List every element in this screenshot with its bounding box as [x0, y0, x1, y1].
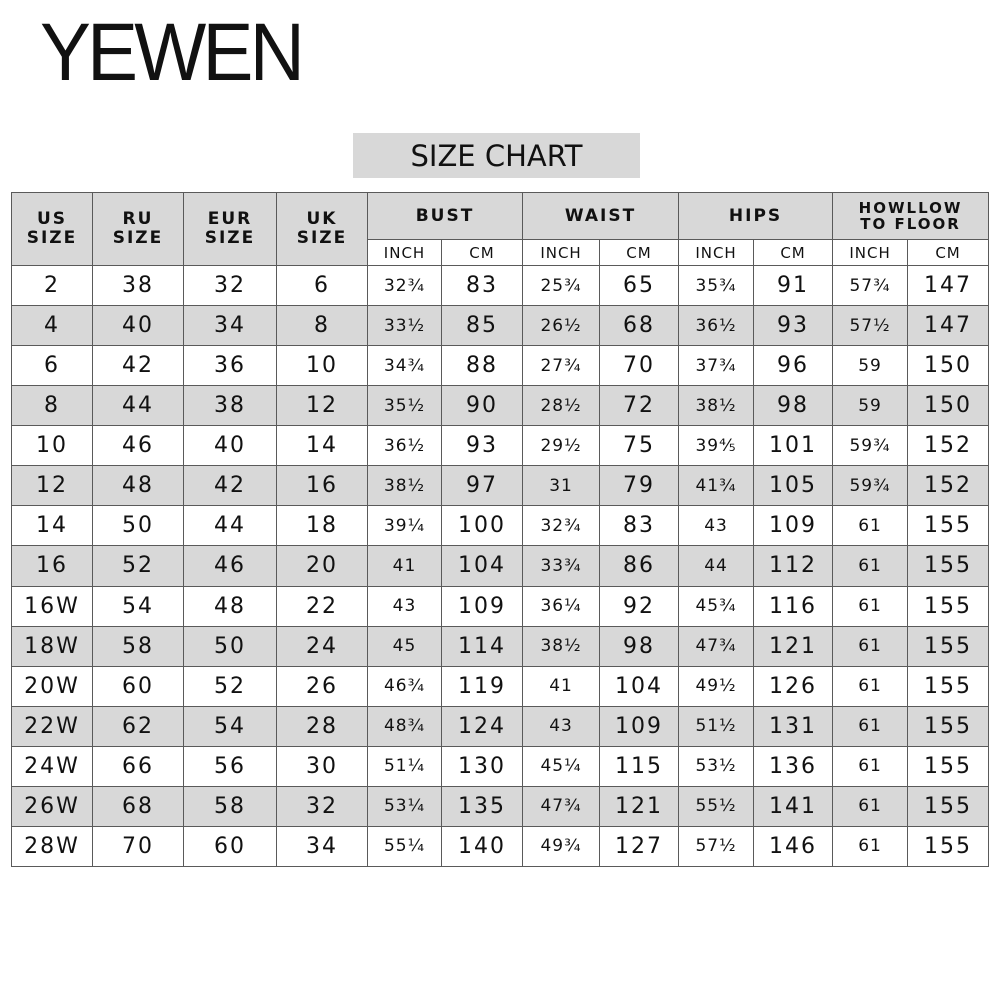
- waist-cm-cell: 70: [600, 346, 679, 386]
- hollow-cm-cell: 147: [908, 266, 989, 306]
- waist-cm-cell: 72: [600, 386, 679, 426]
- header-waist-cm: CM: [600, 240, 679, 266]
- bust-inch-cell: 35½: [368, 386, 442, 426]
- waist-cm-cell: 104: [600, 666, 679, 706]
- waist-inch-cell: 28½: [523, 386, 600, 426]
- hollow-cm-cell: 150: [908, 386, 989, 426]
- waist-cm-cell: 65: [600, 266, 679, 306]
- hollow-cm-cell: 155: [908, 786, 989, 826]
- chart-title: [353, 133, 640, 178]
- hollow-inch-cell: 59: [833, 346, 908, 386]
- hollow-inch-cell: 57¾: [833, 266, 908, 306]
- hips-cm-cell: 112: [754, 546, 833, 586]
- hollow-cm-cell: 147: [908, 306, 989, 346]
- ru-size-cell: 44: [93, 386, 184, 426]
- eur-size-cell: 50: [184, 626, 277, 666]
- uk-size-cell: 26: [277, 666, 368, 706]
- us-size-cell: 28W: [12, 826, 93, 866]
- uk-size-cell: 10: [277, 346, 368, 386]
- hollow-cm-cell: 155: [908, 746, 989, 786]
- hips-inch-cell: 39⅘: [679, 426, 754, 466]
- hollow-inch-cell: 61: [833, 746, 908, 786]
- ru-size-cell: 46: [93, 426, 184, 466]
- bust-inch-cell: 46¾: [368, 666, 442, 706]
- bust-cm-cell: 109: [442, 586, 523, 626]
- bust-inch-cell: 43: [368, 586, 442, 626]
- table-row: [12, 826, 989, 866]
- header-hips-cm: CM: [754, 240, 833, 266]
- us-size-cell: 14: [12, 506, 93, 546]
- header-uk-line1: UK: [306, 209, 338, 229]
- waist-cm-cell: 86: [600, 546, 679, 586]
- bust-inch-cell: 36½: [368, 426, 442, 466]
- bust-inch-cell: 53¼: [368, 786, 442, 826]
- header-eur-line1: EUR: [207, 209, 253, 229]
- waist-cm-cell: 109: [600, 706, 679, 746]
- bust-cm-cell: 135: [442, 786, 523, 826]
- hips-inch-cell: 51½: [679, 706, 754, 746]
- eur-size-cell: 58: [184, 786, 277, 826]
- ru-size-cell: 52: [93, 546, 184, 586]
- waist-cm-cell: 92: [600, 586, 679, 626]
- hips-cm-cell: 131: [754, 706, 833, 746]
- hips-cm-cell: 96: [754, 346, 833, 386]
- us-size-cell: 2: [12, 266, 93, 306]
- table-row: [12, 786, 989, 826]
- hollow-inch-cell: 61: [833, 626, 908, 666]
- bust-inch-cell: 38½: [368, 466, 442, 506]
- eur-size-cell: 32: [184, 266, 277, 306]
- waist-cm-cell: 83: [600, 506, 679, 546]
- table-row: [12, 626, 989, 666]
- table-row: [12, 706, 989, 746]
- bust-cm-cell: 97: [442, 466, 523, 506]
- waist-inch-cell: 32¾: [523, 506, 600, 546]
- hips-cm-cell: 105: [754, 466, 833, 506]
- uk-size-cell: 28: [277, 706, 368, 746]
- eur-size-cell: 42: [184, 466, 277, 506]
- table-row: [12, 306, 989, 346]
- header-bust: BUST: [368, 193, 523, 240]
- hollow-inch-cell: 61: [833, 666, 908, 706]
- waist-cm-cell: 75: [600, 426, 679, 466]
- waist-inch-cell: 27¾: [523, 346, 600, 386]
- uk-size-cell: 6: [277, 266, 368, 306]
- hips-cm-cell: 121: [754, 626, 833, 666]
- hollow-cm-cell: 152: [908, 426, 989, 466]
- bust-inch-cell: 45: [368, 626, 442, 666]
- us-size-cell: 16W: [12, 586, 93, 626]
- header-ru-line1: RU: [122, 209, 154, 229]
- us-size-cell: 26W: [12, 786, 93, 826]
- bust-cm-cell: 85: [442, 306, 523, 346]
- uk-size-cell: 12: [277, 386, 368, 426]
- hips-cm-cell: 126: [754, 666, 833, 706]
- bust-inch-cell: 41: [368, 546, 442, 586]
- hips-cm-cell: 93: [754, 306, 833, 346]
- ru-size-cell: 68: [93, 786, 184, 826]
- waist-cm-cell: 121: [600, 786, 679, 826]
- table-row: [12, 266, 989, 306]
- waist-inch-cell: 43: [523, 706, 600, 746]
- hips-inch-cell: 36½: [679, 306, 754, 346]
- eur-size-cell: 40: [184, 426, 277, 466]
- waist-cm-cell: 68: [600, 306, 679, 346]
- bust-cm-cell: 119: [442, 666, 523, 706]
- us-size-cell: 4: [12, 306, 93, 346]
- hollow-cm-cell: 150: [908, 346, 989, 386]
- bust-inch-cell: 55¼: [368, 826, 442, 866]
- uk-size-cell: 20: [277, 546, 368, 586]
- hollow-inch-cell: 61: [833, 586, 908, 626]
- bust-cm-cell: 130: [442, 746, 523, 786]
- table-row: [12, 546, 989, 586]
- us-size-cell: 6: [12, 346, 93, 386]
- waist-inch-cell: 26½: [523, 306, 600, 346]
- table-row: [12, 666, 989, 706]
- eur-size-cell: 56: [184, 746, 277, 786]
- hollow-cm-cell: 155: [908, 666, 989, 706]
- us-size-cell: 8: [12, 386, 93, 426]
- header-uk-line2: SIZE: [296, 228, 348, 248]
- hollow-cm-cell: 155: [908, 546, 989, 586]
- waist-inch-cell: 25¾: [523, 266, 600, 306]
- table-row: [12, 346, 989, 386]
- hips-inch-cell: 44: [679, 546, 754, 586]
- waist-cm-cell: 127: [600, 826, 679, 866]
- hips-inch-cell: 43: [679, 506, 754, 546]
- bust-cm-cell: 114: [442, 626, 523, 666]
- ru-size-cell: 66: [93, 746, 184, 786]
- bust-cm-cell: 100: [442, 506, 523, 546]
- waist-inch-cell: 29½: [523, 426, 600, 466]
- eur-size-cell: 44: [184, 506, 277, 546]
- table-row: [12, 746, 989, 786]
- bust-cm-cell: 124: [442, 706, 523, 746]
- size-table: [11, 192, 989, 867]
- hollow-cm-cell: 155: [908, 706, 989, 746]
- hollow-cm-cell: 155: [908, 826, 989, 866]
- header-hollow-inch: INCH: [833, 240, 908, 266]
- hollow-inch-cell: 61: [833, 826, 908, 866]
- hips-inch-cell: 47¾: [679, 626, 754, 666]
- waist-cm-cell: 115: [600, 746, 679, 786]
- hollow-cm-cell: 152: [908, 466, 989, 506]
- header-row-main: [12, 193, 989, 240]
- header-us-size: [12, 193, 93, 266]
- uk-size-cell: 24: [277, 626, 368, 666]
- hips-cm-cell: 98: [754, 386, 833, 426]
- hollow-inch-cell: 61: [833, 786, 908, 826]
- hollow-inch-cell: 61: [833, 706, 908, 746]
- ru-size-cell: 50: [93, 506, 184, 546]
- hollow-inch-cell: 59: [833, 386, 908, 426]
- ru-size-cell: 62: [93, 706, 184, 746]
- waist-inch-cell: 31: [523, 466, 600, 506]
- us-size-cell: 18W: [12, 626, 93, 666]
- hollow-cm-cell: 155: [908, 586, 989, 626]
- ru-size-cell: 40: [93, 306, 184, 346]
- bust-cm-cell: 104: [442, 546, 523, 586]
- hips-cm-cell: 116: [754, 586, 833, 626]
- eur-size-cell: 36: [184, 346, 277, 386]
- hips-inch-cell: 45¾: [679, 586, 754, 626]
- header-ru-line2: SIZE: [112, 228, 164, 248]
- waist-inch-cell: 38½: [523, 626, 600, 666]
- header-waist: WAIST: [523, 193, 679, 240]
- hips-inch-cell: 57½: [679, 826, 754, 866]
- us-size-cell: 24W: [12, 746, 93, 786]
- hips-cm-cell: 109: [754, 506, 833, 546]
- ru-size-cell: 70: [93, 826, 184, 866]
- uk-size-cell: 16: [277, 466, 368, 506]
- waist-inch-cell: 49¾: [523, 826, 600, 866]
- us-size-cell: 12: [12, 466, 93, 506]
- header-hollow-line1: HOWLLOW: [858, 199, 963, 217]
- header-eur-line2: SIZE: [204, 228, 256, 248]
- hips-inch-cell: 41¾: [679, 466, 754, 506]
- ru-size-cell: 58: [93, 626, 184, 666]
- hollow-inch-cell: 61: [833, 506, 908, 546]
- bust-cm-cell: 88: [442, 346, 523, 386]
- bust-inch-cell: 39¼: [368, 506, 442, 546]
- header-ru-size: [93, 193, 184, 266]
- hollow-cm-cell: 155: [908, 506, 989, 546]
- header-us-line1: US: [36, 209, 68, 229]
- ru-size-cell: 42: [93, 346, 184, 386]
- header-hollow-line2: TO FLOOR: [860, 215, 961, 233]
- ru-size-cell: 60: [93, 666, 184, 706]
- uk-size-cell: 22: [277, 586, 368, 626]
- hollow-inch-cell: 57½: [833, 306, 908, 346]
- eur-size-cell: 52: [184, 666, 277, 706]
- uk-size-cell: 32: [277, 786, 368, 826]
- table-row: [12, 506, 989, 546]
- hips-cm-cell: 146: [754, 826, 833, 866]
- hips-cm-cell: 141: [754, 786, 833, 826]
- table-row: [12, 466, 989, 506]
- hips-cm-cell: 136: [754, 746, 833, 786]
- waist-inch-cell: 47¾: [523, 786, 600, 826]
- hollow-inch-cell: 59¾: [833, 466, 908, 506]
- hips-inch-cell: 35¾: [679, 266, 754, 306]
- table-row: [12, 426, 989, 466]
- eur-size-cell: 34: [184, 306, 277, 346]
- header-hips-inch: INCH: [679, 240, 754, 266]
- hips-inch-cell: 37¾: [679, 346, 754, 386]
- eur-size-cell: 48: [184, 586, 277, 626]
- hips-inch-cell: 55½: [679, 786, 754, 826]
- eur-size-cell: 60: [184, 826, 277, 866]
- bust-inch-cell: 33½: [368, 306, 442, 346]
- eur-size-cell: 46: [184, 546, 277, 586]
- header-hips: HIPS: [679, 193, 833, 240]
- header-bust-inch: INCH: [368, 240, 442, 266]
- hips-inch-cell: 53½: [679, 746, 754, 786]
- bust-cm-cell: 83: [442, 266, 523, 306]
- bust-cm-cell: 93: [442, 426, 523, 466]
- hollow-cm-cell: 155: [908, 626, 989, 666]
- uk-size-cell: 18: [277, 506, 368, 546]
- waist-inch-cell: 41: [523, 666, 600, 706]
- us-size-cell: 10: [12, 426, 93, 466]
- bust-inch-cell: 48¾: [368, 706, 442, 746]
- hips-inch-cell: 38½: [679, 386, 754, 426]
- hollow-inch-cell: 59¾: [833, 426, 908, 466]
- brand-logo: YEWEN: [40, 7, 302, 98]
- uk-size-cell: 34: [277, 826, 368, 866]
- waist-cm-cell: 79: [600, 466, 679, 506]
- uk-size-cell: 8: [277, 306, 368, 346]
- uk-size-cell: 30: [277, 746, 368, 786]
- ru-size-cell: 38: [93, 266, 184, 306]
- eur-size-cell: 38: [184, 386, 277, 426]
- bust-inch-cell: 32¾: [368, 266, 442, 306]
- size-table-body: [12, 266, 989, 867]
- waist-cm-cell: 98: [600, 626, 679, 666]
- header-uk-size: [277, 193, 368, 266]
- ru-size-cell: 54: [93, 586, 184, 626]
- hollow-inch-cell: 61: [833, 546, 908, 586]
- eur-size-cell: 54: [184, 706, 277, 746]
- uk-size-cell: 14: [277, 426, 368, 466]
- header-eur-size: [184, 193, 277, 266]
- hips-cm-cell: 91: [754, 266, 833, 306]
- us-size-cell: 22W: [12, 706, 93, 746]
- header-us-line2: SIZE: [26, 228, 78, 248]
- us-size-cell: 20W: [12, 666, 93, 706]
- waist-inch-cell: 45¼: [523, 746, 600, 786]
- bust-cm-cell: 90: [442, 386, 523, 426]
- waist-inch-cell: 33¾: [523, 546, 600, 586]
- ru-size-cell: 48: [93, 466, 184, 506]
- table-row: [12, 386, 989, 426]
- table-row: [12, 586, 989, 626]
- header-hollow-to-floor: [833, 193, 989, 240]
- header-bust-cm: CM: [442, 240, 523, 266]
- waist-inch-cell: 36¼: [523, 586, 600, 626]
- header-waist-inch: INCH: [523, 240, 600, 266]
- bust-cm-cell: 140: [442, 826, 523, 866]
- chart-title-text: SIZE CHART: [410, 138, 583, 173]
- header-hollow-cm: CM: [908, 240, 989, 266]
- hips-cm-cell: 101: [754, 426, 833, 466]
- bust-inch-cell: 34¾: [368, 346, 442, 386]
- hips-inch-cell: 49½: [679, 666, 754, 706]
- us-size-cell: 16: [12, 546, 93, 586]
- bust-inch-cell: 51¼: [368, 746, 442, 786]
